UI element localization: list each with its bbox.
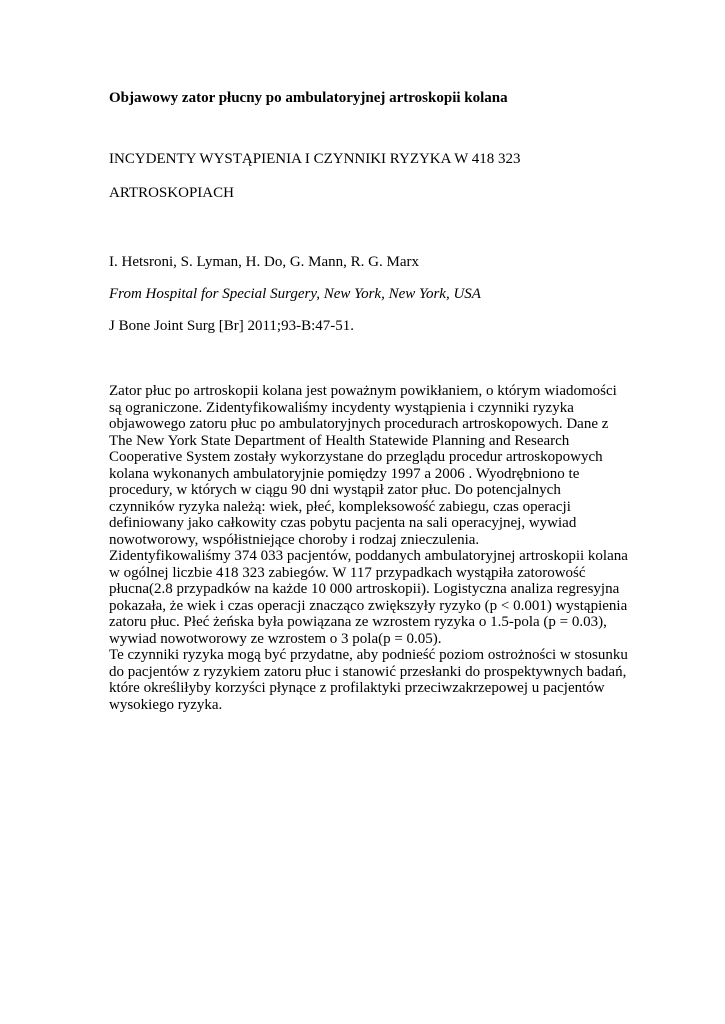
abstract-line: wysokiego ryzyka. (109, 696, 223, 713)
document-subtitle (109, 134, 629, 219)
abstract-line: kolana wykonanych ambulatoryjnie pomiędzy 1997 a 2006 . Wyodrębniono te (109, 465, 580, 482)
abstract-line: są ograniczone. Zidentyfikowaliśmy incydenty wystąpienia i czynniki ryzyka (109, 399, 574, 416)
abstract-line: czynników ryzyka należą: wiek, płeć, kompleksowość zabiegu, czas operacji (109, 498, 571, 515)
abstract-body (109, 383, 629, 713)
citation-line: J Bone Joint Surg [Br] 2011;93-B:47-51. (109, 318, 355, 334)
abstract-line: do pacjentów z ryzykiem zatoru płuc i stanowić przesłanki do prospektywnych badań, (109, 663, 627, 680)
abstract-line: Te czynniki ryzyka mogą być przydatne, aby podnieść poziom ostrożności w stosunku (109, 647, 628, 663)
abstract-line: w ogólnej liczbie 418 323 zabiegów. W 117 przypadkach wystąpiła zatorowość (109, 564, 586, 581)
abstract-line: definiowany jako całkowity czas pobytu pacjenta na sali operacyjnej, wywiad (109, 515, 577, 531)
abstract-line: nowotworowy, współistniejące choroby i rodzaj znieczulenia. (109, 531, 480, 548)
subtitle-line: ARTROSKOPIACH (109, 185, 234, 201)
abstract-line: które określiłyby korzyści płynące z profilaktyki przeciwzakrzepowej u pacjentów (109, 680, 605, 696)
abstract-line: wywiad nowotworowy ze wzrostem o 3 pola(p = 0.05). (109, 630, 442, 647)
abstract-line: Zator płuc po artroskopii kolana jest poważnym powikłaniem, o którym wiadomości (109, 383, 617, 399)
document-title: Objawowy zator płucny po ambulatoryjnej artroskopii kolana (109, 90, 508, 106)
abstract-line: Cooperative System zostały wykorzystane do przeglądu procedur artroskopowych (109, 449, 603, 465)
affiliation-line: From Hospital for Special Surgery, New York, New York, USA (109, 286, 481, 302)
abstract-line: objawowego zatoru płuc po ambulatoryjnych procedurach artroskopowych. Dane z (109, 416, 609, 432)
document-content (109, 88, 629, 713)
subtitle-line: INCYDENTY WYSTĄPIENIA I CZYNNIKI RYZYKA W 418 323 (109, 151, 521, 167)
abstract-line: The New York State Department of Health Statewide Planning and Research (109, 432, 570, 449)
abstract-line: Zidentyfikowaliśmy 374 033 pacjentów, poddanych ambulatoryjnej artroskopii kolana (109, 548, 628, 564)
abstract-line: procedury, w których w ciągu 90 dni wystąpił zator płuc. Do potencjalnych (109, 482, 561, 498)
abstract-line: pokazała, że wiek i czas operacji znacząco zwiększyły ryzyko (p < 0.001) wystąpienia (109, 597, 628, 614)
abstract-line: zatoru płuc. Płeć żeńska była powiązana ze wzrostem ryzyka o 1.5-pola (p = 0.03), (109, 614, 607, 630)
authors-line: I. Hetsroni, S. Lyman, H. Do, G. Mann, R. G. Marx (109, 254, 419, 270)
abstract-line: płucna(2.8 przypadków na każde 10 000 artroskopii). Logistyczna analiza regresyjna (109, 581, 620, 597)
